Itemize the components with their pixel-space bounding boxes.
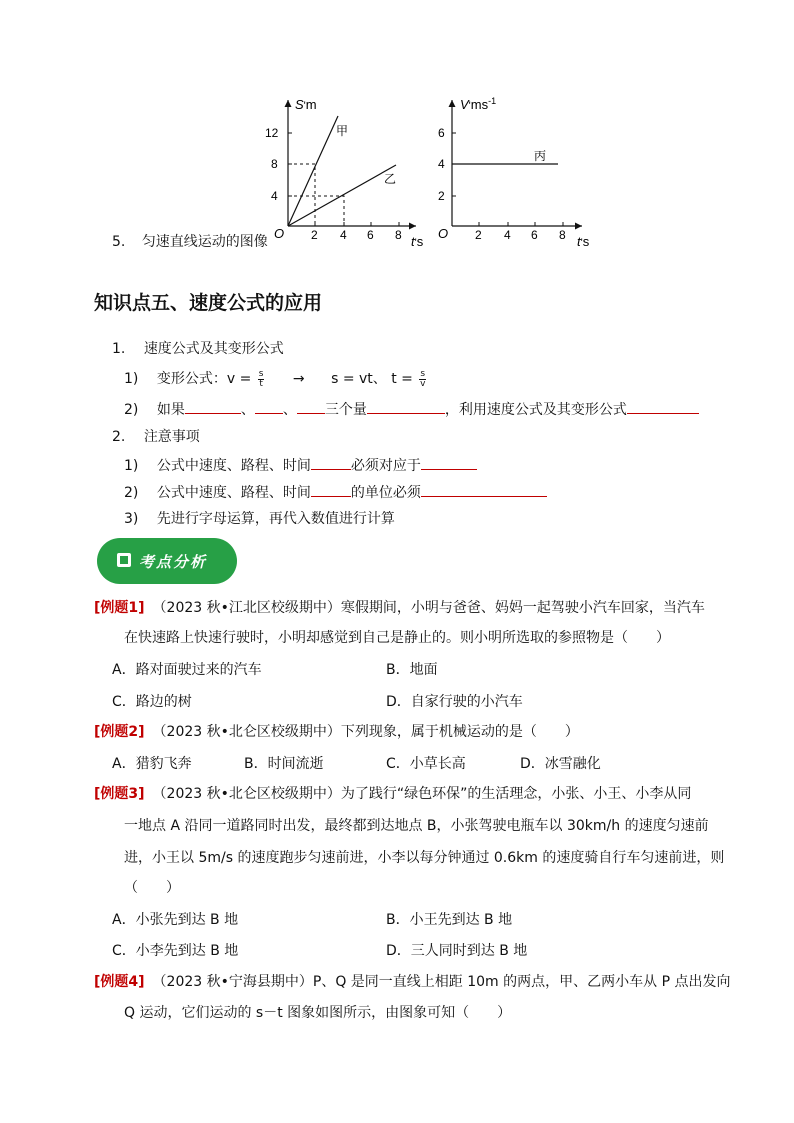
tick-label: 6 xyxy=(531,228,538,242)
arrow: → xyxy=(292,371,305,387)
question-text: 进，小王以 5m/s 的速度跑步匀速前进，小李以每分钟通过 0.6km 的速度骑自行车匀速前进，则 xyxy=(124,850,725,866)
y-axis-label: S'm xyxy=(295,97,317,112)
example-1 xyxy=(94,598,705,618)
blank xyxy=(311,455,351,470)
line-label-bing: 丙 xyxy=(534,149,547,163)
line-jia xyxy=(288,116,338,226)
tick-label: 8 xyxy=(271,157,278,171)
blank xyxy=(185,399,241,414)
item-num: 2) xyxy=(124,485,139,501)
text: 公式中速度、路程、时间 xyxy=(156,458,311,474)
condition-line xyxy=(124,399,699,420)
fraction-s-over-t: $\frac{s}{t}$ xyxy=(258,368,264,389)
question-text: （2023 秋•宁海县期中）P、Q 是同一直线上相距 10m 的两点，甲、乙两小车从 P 点出发向 xyxy=(152,974,731,990)
option-b: B．地面 xyxy=(386,662,438,678)
tick-label: 6 xyxy=(438,126,445,140)
blank xyxy=(297,399,325,414)
origin-label: O xyxy=(438,226,449,241)
item-5 xyxy=(112,232,268,252)
blank xyxy=(367,399,445,414)
note-3 xyxy=(124,509,395,529)
tick-label: 8 xyxy=(395,228,402,242)
text: ，利用速度公式及其变形公式 xyxy=(444,402,627,418)
example-3 xyxy=(94,784,691,804)
item-num: 3) xyxy=(124,511,139,527)
item-num: 2. xyxy=(112,429,126,445)
option-c: C．路边的树 xyxy=(112,694,192,710)
tick-label: 12 xyxy=(265,126,279,140)
text: 三个量 xyxy=(324,402,367,418)
blank xyxy=(627,399,699,414)
example-tag: [例题3] xyxy=(94,786,145,802)
question-text: （2023 秋•北仑区校级期中）下列现象，属于机械运动的是（ ） xyxy=(152,724,579,740)
vt-graph xyxy=(432,92,602,250)
item-text: 速度公式及其变形公式 xyxy=(143,341,284,357)
blank xyxy=(311,482,351,497)
blank xyxy=(421,455,477,470)
tick-label: 4 xyxy=(504,228,511,242)
tick-label: 2 xyxy=(438,189,445,203)
fraction-s-over-v: $\frac{s}{v}$ xyxy=(420,368,426,389)
question-text: 在快速路上快速行驶时，小明却感觉到自己是静止的。则小明所选取的参照物是（ ） xyxy=(124,630,670,646)
option-c: C．小草长高 xyxy=(386,756,466,772)
option-b: B．时间流逝 xyxy=(244,756,324,772)
text: 公式中速度、路程、时间 xyxy=(156,485,311,501)
item-text: 注意事项 xyxy=(143,429,200,445)
option-a: A．小张先到达 B 地 xyxy=(112,912,239,928)
exam-analysis-badge xyxy=(97,538,237,584)
subsection-1 xyxy=(112,339,284,359)
origin-label: O xyxy=(274,226,285,241)
badge-label: 考点分析 xyxy=(139,553,208,571)
option-b: B．小王先到达 B 地 xyxy=(386,912,513,928)
tick-label: 8 xyxy=(559,228,566,242)
option-d: D．自家行驶的小汽车 xyxy=(386,694,523,710)
text: 的单位必须 xyxy=(350,485,421,501)
x-axis-label: t's xyxy=(411,234,424,249)
question-text: 一地点 A 沿同一道路同时出发，最终都到达地点 B，小张驾驶电瓶车以 30km/h 的速度匀速前 xyxy=(124,818,709,834)
example-4 xyxy=(94,972,731,992)
question-text: Q 运动，它们运动的 s－t 图象如图所示，由图象可知（ ） xyxy=(124,1005,512,1021)
question-text: （2023 秋•江北区校级期中）寒假期间，小明与爸爸、妈妈一起驾驶小汽车回家，当汽车 xyxy=(152,600,705,616)
example-tag: [例题1] xyxy=(94,600,145,616)
item-num: 2) xyxy=(124,402,139,418)
tick-label: 4 xyxy=(340,228,347,242)
tick-label: 4 xyxy=(438,157,445,171)
x-axis-label: t's xyxy=(577,234,590,249)
text: 、 xyxy=(282,402,297,418)
y-axis-label: $V'ms^{-1}$ xyxy=(460,96,497,112)
item-num: 1. xyxy=(112,341,126,357)
formula-line xyxy=(124,369,428,389)
question-text: （ ） xyxy=(124,880,180,896)
text: 如果 xyxy=(156,402,185,418)
tick-label: 6 xyxy=(367,228,374,242)
text: 、 xyxy=(240,402,255,418)
st-graph xyxy=(265,92,433,250)
note-2 xyxy=(124,482,547,503)
item-num: 1) xyxy=(124,371,139,387)
tick-label: 2 xyxy=(311,228,318,242)
item-num: 5. xyxy=(112,234,126,250)
section-title: 知识点五、速度公式的应用 xyxy=(94,292,323,314)
line-label-yi: 乙 xyxy=(384,172,397,186)
question-text: （2023 秋•北仑区校级期中）为了践行“绿色环保”的生活理念，小张、小王、小李从同 xyxy=(152,786,692,802)
line-label-jia: 甲 xyxy=(336,124,349,138)
subsection-2 xyxy=(112,427,200,447)
blank xyxy=(255,399,283,414)
text: 必须对应于 xyxy=(350,458,421,474)
blank xyxy=(421,482,547,497)
option-d: D．三人同时到达 B 地 xyxy=(386,943,528,959)
example-tag: [例题4] xyxy=(94,974,145,990)
tick-label: 4 xyxy=(271,189,278,203)
example-tag: [例题2] xyxy=(94,724,145,740)
option-d: D．冰雪融化 xyxy=(520,756,601,772)
formula-mid: s = vt、 t = xyxy=(331,371,413,387)
item-text: 匀速直线运动的图像 xyxy=(141,234,268,250)
calculator-icon xyxy=(117,553,131,567)
text: 先进行字母运算，再代入数值进行计算 xyxy=(156,511,395,527)
note-1 xyxy=(124,455,477,476)
tick-label: 2 xyxy=(475,228,482,242)
item-num: 1) xyxy=(124,458,139,474)
option-a: A．猎豹飞奔 xyxy=(112,756,192,772)
option-c: C．小李先到达 B 地 xyxy=(112,943,239,959)
formula-prefix: 变形公式：v = xyxy=(156,371,252,387)
example-2 xyxy=(94,722,579,742)
option-a: A．路对面驶过来的汽车 xyxy=(112,662,262,678)
